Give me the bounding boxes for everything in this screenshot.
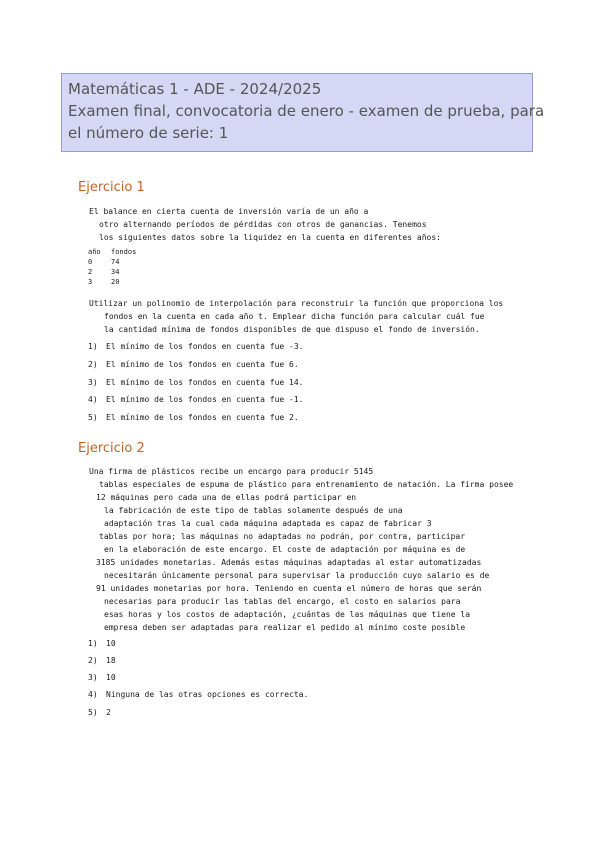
option-number: 1)	[88, 342, 98, 351]
option-text: 2	[106, 708, 111, 717]
table-cell: 3	[88, 278, 93, 286]
option-text: El mínimo de los fondos en cuenta fue -3.	[106, 342, 304, 351]
ex1-question-line: fondos en la cuenta en cada año t. Emplear dicha función para calcular cuál fue	[104, 312, 485, 321]
ex2-option-3[interactable]	[88, 673, 116, 682]
ex1-option-4[interactable]	[88, 395, 303, 404]
option-text: El mínimo de los fondos en cuenta fue 6.	[106, 360, 299, 369]
ex2-text-line: necesarias para producir las tablas del encargo, el costo en salarios para	[104, 597, 461, 606]
ex2-text-line: tablas por hora; las máquinas no adaptadas no podrán, por contra, participar	[99, 532, 466, 541]
option-text: El mínimo de los fondos en cuenta fue 14.	[106, 378, 304, 387]
ex1-option-5[interactable]	[88, 413, 299, 422]
table-header: año	[88, 248, 101, 256]
ex1-intro-line: otro alternando períodos de pérdidas con otros de ganancias. Tenemos	[99, 220, 427, 229]
table-cell: 2	[88, 268, 93, 276]
ex2-text-line: Una firma de plásticos recibe un encargo para producir 5145	[89, 467, 374, 476]
table-row	[88, 278, 136, 288]
option-text: El mínimo de los fondos en cuenta fue 2.	[106, 413, 299, 422]
option-number: 3)	[88, 378, 98, 387]
table-row	[88, 268, 136, 278]
exercise-2-title: Ejercicio 2	[78, 441, 145, 456]
ex1-option-3[interactable]	[88, 378, 303, 387]
ex2-text-line: necesitarán únicamente personal para supervisar la producción cuyo salario es de	[104, 571, 490, 580]
table-cell: 20	[111, 278, 120, 286]
option-number: 5)	[88, 708, 98, 717]
option-text: 18	[106, 656, 116, 665]
ex2-option-1[interactable]	[88, 639, 116, 648]
ex2-text-line: 3185 unidades monetarias. Además estas máquinas adaptadas al estar automatizadas	[96, 558, 482, 567]
option-number: 2)	[88, 360, 98, 369]
ex1-data-table	[88, 248, 136, 288]
ex2-text-line: en la elaboración de este encargo. El coste de adaptación por máquina es de	[104, 545, 466, 554]
ex2-text-line: 91 unidades monetarias por hora. Teniendo en cuenta el número de horas que serán	[96, 584, 482, 593]
ex2-option-5[interactable]	[88, 708, 111, 717]
header-exam-title: Examen final, convocatoria de enero - examen de prueba, para	[68, 102, 545, 120]
option-number: 4)	[88, 690, 98, 699]
table-header-row	[88, 248, 136, 258]
ex1-intro-line: los siguientes datos sobre la liquidez en la cuenta en diferentes años:	[99, 233, 441, 242]
table-cell: 74	[111, 258, 120, 266]
option-text: El mínimo de los fondos en cuenta fue -1.	[106, 395, 304, 404]
ex1-question-line: la cantidad mínima de fondos disponibles de que dispuso el fondo de inversión.	[104, 325, 480, 334]
ex1-question-line: Utilizar un polinomio de interpolación para reconstruir la función que proporciona los	[89, 299, 504, 308]
option-number: 4)	[88, 395, 98, 404]
header-course: Matemáticas 1 - ADE - 2024/2025	[68, 80, 322, 98]
ex2-text-line: adaptación tras la cual cada máquina adaptada es capaz de fabricar 3	[104, 519, 432, 528]
option-text: 10	[106, 673, 116, 682]
option-number: 1)	[88, 639, 98, 648]
ex2-text-line: la fabricación de este tipo de tablas solamente después de una	[104, 506, 403, 515]
table-header: fondos	[111, 248, 137, 256]
exercise-1-title: Ejercicio 1	[78, 180, 145, 195]
option-number: 3)	[88, 673, 98, 682]
ex2-text-line: tablas especiales de espuma de plástico para entrenamiento de natación. La firma posee	[99, 480, 514, 489]
table-cell: 0	[88, 258, 93, 266]
table-row	[88, 258, 136, 268]
ex2-option-4[interactable]	[88, 690, 308, 699]
ex2-text-line: 12 máquinas pero cada una de ellas podrá participar en	[96, 493, 357, 502]
option-text: Ninguna de las otras opciones es correcta.	[106, 690, 309, 699]
ex2-text-line: empresa deben ser adaptadas para realizar el pedido al mínimo coste posible	[104, 623, 466, 632]
ex1-option-2[interactable]	[88, 360, 299, 369]
option-text: 10	[106, 639, 116, 648]
ex2-option-2[interactable]	[88, 656, 116, 665]
exam-header	[61, 73, 545, 152]
ex1-intro-line: El balance en cierta cuenta de inversión varía de un año a	[89, 207, 369, 216]
ex1-option-1[interactable]	[88, 342, 303, 351]
table-cell: 34	[111, 268, 120, 276]
option-number: 5)	[88, 413, 98, 422]
ex2-text-line: esas horas y los costos de adaptación, ¿cuántas de las máquinas que tiene la	[104, 610, 471, 619]
header-serial: el número de serie: 1	[68, 124, 229, 142]
option-number: 2)	[88, 656, 98, 665]
